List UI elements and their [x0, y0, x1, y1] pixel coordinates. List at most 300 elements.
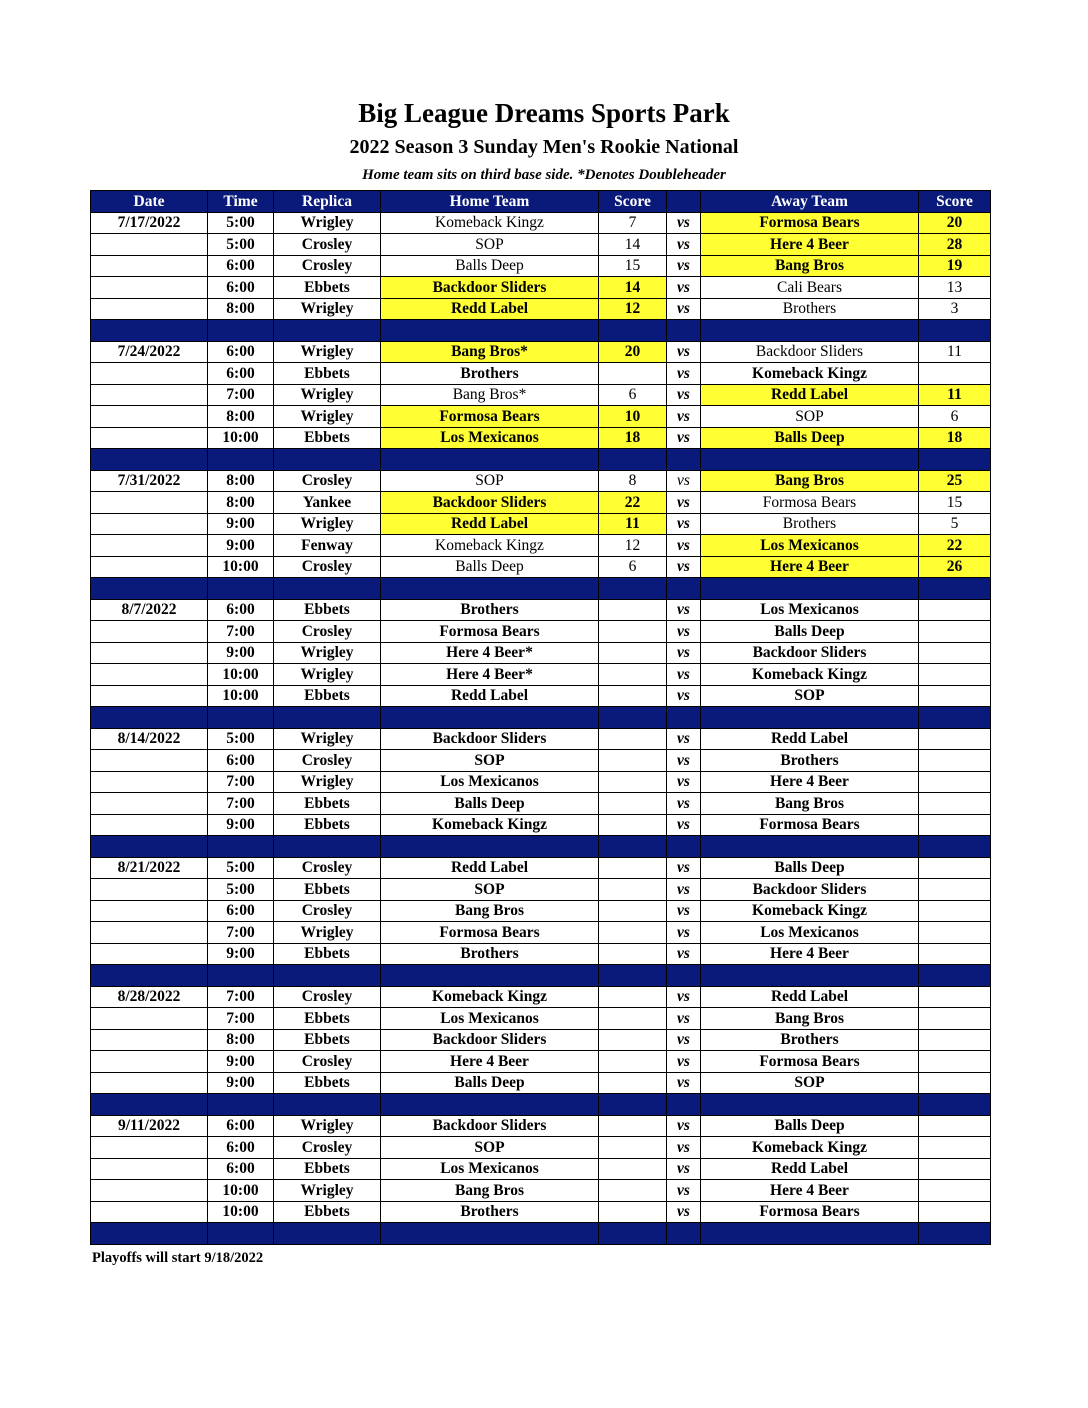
table-row: [91, 900, 991, 922]
replica-cell: Crosley: [274, 857, 381, 879]
time-cell: 9:00: [208, 943, 274, 965]
vs-cell: vs: [667, 685, 701, 707]
col-header-date: Date: [91, 191, 208, 213]
date-cell: [91, 255, 208, 277]
table-row: [91, 1137, 991, 1159]
vs-cell: vs: [667, 427, 701, 449]
away-score-cell: [919, 943, 991, 965]
away-score-cell: [919, 1115, 991, 1137]
away-team-cell: SOP: [701, 685, 919, 707]
col-header-away-score: Score: [919, 191, 991, 213]
table-row: [91, 986, 991, 1008]
col-header-time: Time: [208, 191, 274, 213]
time-cell: 5:00: [208, 857, 274, 879]
separator-cell: [381, 1094, 599, 1116]
away-score-cell: [919, 1137, 991, 1159]
separator-cell: [381, 965, 599, 987]
home-score-cell: [599, 728, 667, 750]
home-team-cell: Komeback Kingz: [381, 212, 599, 234]
home-team-cell: Here 4 Beer*: [381, 642, 599, 664]
replica-cell: Ebbets: [274, 943, 381, 965]
week-separator-row: [91, 1094, 991, 1116]
vs-cell: vs: [667, 384, 701, 406]
home-score-cell: [599, 922, 667, 944]
table-row: [91, 384, 991, 406]
replica-cell: Crosley: [274, 1137, 381, 1159]
away-team-cell: Backdoor Sliders: [701, 341, 919, 363]
home-score-cell: [599, 1115, 667, 1137]
home-score-cell: [599, 879, 667, 901]
col-header-home-team: Home Team: [381, 191, 599, 213]
home-score-cell: 20: [599, 341, 667, 363]
vs-cell: vs: [667, 535, 701, 557]
time-cell: 10:00: [208, 556, 274, 578]
time-cell: 6:00: [208, 341, 274, 363]
page-title: Big League Dreams Sports Park: [358, 98, 730, 128]
away-score-cell: [919, 664, 991, 686]
table-row: [91, 234, 991, 256]
home-team-cell: Bang Bros: [381, 900, 599, 922]
home-team-cell: Komeback Kingz: [381, 535, 599, 557]
vs-cell: vs: [667, 621, 701, 643]
separator-cell: [208, 1223, 274, 1245]
date-cell: [91, 750, 208, 772]
separator-cell: [91, 836, 208, 858]
time-cell: 9:00: [208, 513, 274, 535]
home-team-cell: Backdoor Sliders: [381, 1029, 599, 1051]
replica-cell: Ebbets: [274, 879, 381, 901]
separator-cell: [274, 1094, 381, 1116]
replica-cell: Wrigley: [274, 771, 381, 793]
replica-cell: Wrigley: [274, 406, 381, 428]
date-cell: [91, 879, 208, 901]
date-cell: 7/31/2022: [91, 470, 208, 492]
vs-cell: vs: [667, 771, 701, 793]
away-score-cell: [919, 1051, 991, 1073]
separator-cell: [919, 449, 991, 471]
replica-cell: Wrigley: [274, 642, 381, 664]
separator-cell: [381, 449, 599, 471]
home-team-cell: Brothers: [381, 363, 599, 385]
separator-cell: [701, 707, 919, 729]
date-cell: [91, 556, 208, 578]
separator-cell: [208, 965, 274, 987]
home-team-cell: Redd Label: [381, 513, 599, 535]
home-team-cell: Los Mexicanos: [381, 1158, 599, 1180]
vs-cell: vs: [667, 234, 701, 256]
away-team-cell: Cali Bears: [701, 277, 919, 299]
vs-cell: vs: [667, 298, 701, 320]
replica-cell: Crosley: [274, 556, 381, 578]
away-score-cell: [919, 793, 991, 815]
week-separator-row: [91, 1223, 991, 1245]
separator-cell: [919, 836, 991, 858]
separator-cell: [91, 320, 208, 342]
date-cell: [91, 384, 208, 406]
table-row: [91, 212, 991, 234]
table-row: [91, 922, 991, 944]
replica-cell: Crosley: [274, 470, 381, 492]
home-team-cell: Redd Label: [381, 685, 599, 707]
home-team-cell: SOP: [381, 234, 599, 256]
separator-cell: [701, 578, 919, 600]
date-cell: [91, 298, 208, 320]
away-team-cell: Balls Deep: [701, 621, 919, 643]
home-score-cell: [599, 1158, 667, 1180]
schedule-body: [91, 212, 991, 1244]
away-score-cell: 5: [919, 513, 991, 535]
vs-cell: vs: [667, 664, 701, 686]
separator-cell: [91, 1223, 208, 1245]
home-score-cell: [599, 771, 667, 793]
table-row: [91, 814, 991, 836]
home-score-cell: [599, 900, 667, 922]
away-score-cell: [919, 1201, 991, 1223]
separator-cell: [701, 836, 919, 858]
replica-cell: Wrigley: [274, 1115, 381, 1137]
home-score-cell: 22: [599, 492, 667, 514]
replica-cell: Wrigley: [274, 664, 381, 686]
date-cell: 8/7/2022: [91, 599, 208, 621]
time-cell: 10:00: [208, 1180, 274, 1202]
table-row: [91, 750, 991, 772]
time-cell: 6:00: [208, 1158, 274, 1180]
home-team-cell: Redd Label: [381, 298, 599, 320]
time-cell: 6:00: [208, 277, 274, 299]
separator-cell: [919, 578, 991, 600]
away-team-cell: Here 4 Beer: [701, 771, 919, 793]
date-cell: [91, 492, 208, 514]
time-cell: 5:00: [208, 212, 274, 234]
home-score-cell: [599, 1180, 667, 1202]
table-row: [91, 642, 991, 664]
separator-cell: [208, 707, 274, 729]
away-team-cell: Bang Bros: [701, 255, 919, 277]
time-cell: 5:00: [208, 234, 274, 256]
home-score-cell: [599, 1051, 667, 1073]
table-row: [91, 535, 991, 557]
vs-cell: vs: [667, 1029, 701, 1051]
replica-cell: Crosley: [274, 621, 381, 643]
separator-cell: [667, 836, 701, 858]
away-team-cell: Formosa Bears: [701, 1201, 919, 1223]
week-separator-row: [91, 836, 991, 858]
home-team-cell: Balls Deep: [381, 1072, 599, 1094]
date-cell: 8/14/2022: [91, 728, 208, 750]
replica-cell: Wrigley: [274, 341, 381, 363]
col-header-vs: [667, 191, 701, 213]
table-row: [91, 664, 991, 686]
separator-cell: [667, 1223, 701, 1245]
time-cell: 9:00: [208, 1051, 274, 1073]
home-score-cell: 6: [599, 556, 667, 578]
separator-cell: [274, 836, 381, 858]
replica-cell: Crosley: [274, 1051, 381, 1073]
home-team-cell: Brothers: [381, 943, 599, 965]
home-score-cell: [599, 986, 667, 1008]
home-team-cell: Bang Bros: [381, 1180, 599, 1202]
separator-cell: [599, 320, 667, 342]
replica-cell: Ebbets: [274, 427, 381, 449]
table-row: [91, 363, 991, 385]
away-score-cell: [919, 922, 991, 944]
replica-cell: Crosley: [274, 255, 381, 277]
home-team-cell: Los Mexicanos: [381, 427, 599, 449]
date-cell: [91, 1180, 208, 1202]
replica-cell: Ebbets: [274, 793, 381, 815]
separator-cell: [701, 965, 919, 987]
away-team-cell: Backdoor Sliders: [701, 879, 919, 901]
replica-cell: Crosley: [274, 750, 381, 772]
vs-cell: vs: [667, 277, 701, 299]
table-row: [91, 1180, 991, 1202]
home-score-cell: [599, 943, 667, 965]
replica-cell: Ebbets: [274, 1008, 381, 1030]
home-team-cell: Komeback Kingz: [381, 814, 599, 836]
schedule-table: [90, 190, 991, 1245]
away-score-cell: [919, 685, 991, 707]
table-row: [91, 1201, 991, 1223]
separator-cell: [208, 578, 274, 600]
date-cell: [91, 943, 208, 965]
home-team-cell: Balls Deep: [381, 793, 599, 815]
vs-cell: vs: [667, 642, 701, 664]
date-cell: [91, 427, 208, 449]
away-team-cell: Brothers: [701, 513, 919, 535]
date-cell: [91, 1072, 208, 1094]
date-cell: [91, 1029, 208, 1051]
home-score-cell: 12: [599, 298, 667, 320]
away-team-cell: Balls Deep: [701, 427, 919, 449]
separator-cell: [208, 1094, 274, 1116]
away-score-cell: 15: [919, 492, 991, 514]
time-cell: 5:00: [208, 728, 274, 750]
date-cell: [91, 814, 208, 836]
replica-cell: Ebbets: [274, 363, 381, 385]
table-row: [91, 621, 991, 643]
time-cell: 7:00: [208, 1008, 274, 1030]
table-row: [91, 298, 991, 320]
time-cell: 8:00: [208, 1029, 274, 1051]
home-score-cell: 6: [599, 384, 667, 406]
home-team-cell: Formosa Bears: [381, 621, 599, 643]
replica-cell: Wrigley: [274, 513, 381, 535]
table-row: [91, 857, 991, 879]
away-team-cell: Here 4 Beer: [701, 556, 919, 578]
time-cell: 5:00: [208, 879, 274, 901]
away-score-cell: [919, 986, 991, 1008]
home-team-cell: Backdoor Sliders: [381, 1115, 599, 1137]
away-score-cell: 25: [919, 470, 991, 492]
date-cell: 7/17/2022: [91, 212, 208, 234]
date-cell: [91, 1158, 208, 1180]
separator-cell: [919, 707, 991, 729]
away-score-cell: 22: [919, 535, 991, 557]
home-score-cell: [599, 664, 667, 686]
table-row: [91, 1072, 991, 1094]
vs-cell: vs: [667, 363, 701, 385]
date-cell: [91, 1051, 208, 1073]
separator-cell: [919, 965, 991, 987]
away-score-cell: [919, 599, 991, 621]
date-cell: [91, 234, 208, 256]
vs-cell: vs: [667, 922, 701, 944]
vs-cell: vs: [667, 793, 701, 815]
schedule-note: Home team sits on third base side. *Denotes Doubleheader: [362, 167, 726, 183]
vs-cell: vs: [667, 1115, 701, 1137]
time-cell: 10:00: [208, 1201, 274, 1223]
time-cell: 6:00: [208, 1115, 274, 1137]
col-header-away-team: Away Team: [701, 191, 919, 213]
separator-cell: [381, 578, 599, 600]
replica-cell: Ebbets: [274, 1029, 381, 1051]
away-team-cell: Bang Bros: [701, 1008, 919, 1030]
date-cell: 8/21/2022: [91, 857, 208, 879]
date-cell: [91, 1137, 208, 1159]
away-team-cell: Los Mexicanos: [701, 599, 919, 621]
vs-cell: vs: [667, 212, 701, 234]
table-row: [91, 1115, 991, 1137]
home-team-cell: Formosa Bears: [381, 922, 599, 944]
table-row: [91, 556, 991, 578]
away-team-cell: Redd Label: [701, 384, 919, 406]
separator-cell: [667, 1094, 701, 1116]
home-team-cell: Backdoor Sliders: [381, 728, 599, 750]
home-score-cell: [599, 642, 667, 664]
home-team-cell: Formosa Bears: [381, 406, 599, 428]
away-score-cell: 11: [919, 384, 991, 406]
table-row: [91, 341, 991, 363]
date-cell: [91, 900, 208, 922]
table-row: [91, 406, 991, 428]
time-cell: 7:00: [208, 621, 274, 643]
table-row: [91, 427, 991, 449]
replica-cell: Wrigley: [274, 728, 381, 750]
away-score-cell: 20: [919, 212, 991, 234]
home-score-cell: [599, 857, 667, 879]
date-cell: 8/28/2022: [91, 986, 208, 1008]
time-cell: 8:00: [208, 470, 274, 492]
away-team-cell: Balls Deep: [701, 1115, 919, 1137]
week-separator-row: [91, 578, 991, 600]
date-cell: 7/24/2022: [91, 341, 208, 363]
replica-cell: Wrigley: [274, 298, 381, 320]
time-cell: 9:00: [208, 1072, 274, 1094]
home-score-cell: [599, 1137, 667, 1159]
table-row: [91, 943, 991, 965]
home-score-cell: 18: [599, 427, 667, 449]
replica-cell: Crosley: [274, 900, 381, 922]
away-score-cell: [919, 1072, 991, 1094]
separator-cell: [91, 1094, 208, 1116]
replica-cell: Ebbets: [274, 1158, 381, 1180]
table-row: [91, 1158, 991, 1180]
home-score-cell: [599, 599, 667, 621]
away-score-cell: 11: [919, 341, 991, 363]
table-row: [91, 277, 991, 299]
home-score-cell: [599, 814, 667, 836]
time-cell: 10:00: [208, 685, 274, 707]
away-score-cell: 18: [919, 427, 991, 449]
vs-cell: vs: [667, 1137, 701, 1159]
replica-cell: Ebbets: [274, 685, 381, 707]
separator-cell: [667, 578, 701, 600]
home-team-cell: Los Mexicanos: [381, 1008, 599, 1030]
home-team-cell: SOP: [381, 750, 599, 772]
date-cell: [91, 277, 208, 299]
home-team-cell: Brothers: [381, 599, 599, 621]
replica-cell: Wrigley: [274, 384, 381, 406]
home-team-cell: Los Mexicanos: [381, 771, 599, 793]
date-cell: 9/11/2022: [91, 1115, 208, 1137]
away-team-cell: Redd Label: [701, 1158, 919, 1180]
separator-cell: [599, 965, 667, 987]
time-cell: 8:00: [208, 298, 274, 320]
away-score-cell: [919, 814, 991, 836]
separator-cell: [274, 320, 381, 342]
separator-cell: [667, 320, 701, 342]
away-team-cell: Here 4 Beer: [701, 1180, 919, 1202]
away-score-cell: 13: [919, 277, 991, 299]
time-cell: 6:00: [208, 1137, 274, 1159]
separator-cell: [91, 449, 208, 471]
table-row: [91, 685, 991, 707]
away-score-cell: [919, 1158, 991, 1180]
home-score-cell: [599, 1008, 667, 1030]
home-score-cell: 14: [599, 234, 667, 256]
vs-cell: vs: [667, 556, 701, 578]
time-cell: 10:00: [208, 427, 274, 449]
replica-cell: Wrigley: [274, 212, 381, 234]
home-score-cell: 10: [599, 406, 667, 428]
table-header-row: [91, 191, 991, 213]
table-row: [91, 728, 991, 750]
away-score-cell: [919, 750, 991, 772]
col-header-replica: Replica: [274, 191, 381, 213]
time-cell: 6:00: [208, 255, 274, 277]
away-score-cell: [919, 1008, 991, 1030]
home-score-cell: 7: [599, 212, 667, 234]
away-team-cell: Komeback Kingz: [701, 363, 919, 385]
date-cell: [91, 922, 208, 944]
time-cell: 7:00: [208, 793, 274, 815]
away-score-cell: [919, 900, 991, 922]
away-team-cell: Los Mexicanos: [701, 535, 919, 557]
time-cell: 10:00: [208, 664, 274, 686]
away-team-cell: SOP: [701, 406, 919, 428]
date-cell: [91, 513, 208, 535]
home-team-cell: Bang Bros*: [381, 341, 599, 363]
home-score-cell: [599, 750, 667, 772]
separator-cell: [667, 449, 701, 471]
away-team-cell: Komeback Kingz: [701, 664, 919, 686]
table-row: [91, 1051, 991, 1073]
vs-cell: vs: [667, 879, 701, 901]
separator-cell: [599, 578, 667, 600]
separator-cell: [208, 320, 274, 342]
separator-cell: [599, 449, 667, 471]
date-cell: [91, 621, 208, 643]
vs-cell: vs: [667, 814, 701, 836]
separator-cell: [381, 707, 599, 729]
vs-cell: vs: [667, 750, 701, 772]
home-score-cell: [599, 793, 667, 815]
home-score-cell: [599, 1072, 667, 1094]
separator-cell: [91, 578, 208, 600]
time-cell: 7:00: [208, 771, 274, 793]
vs-cell: vs: [667, 341, 701, 363]
home-team-cell: Balls Deep: [381, 255, 599, 277]
